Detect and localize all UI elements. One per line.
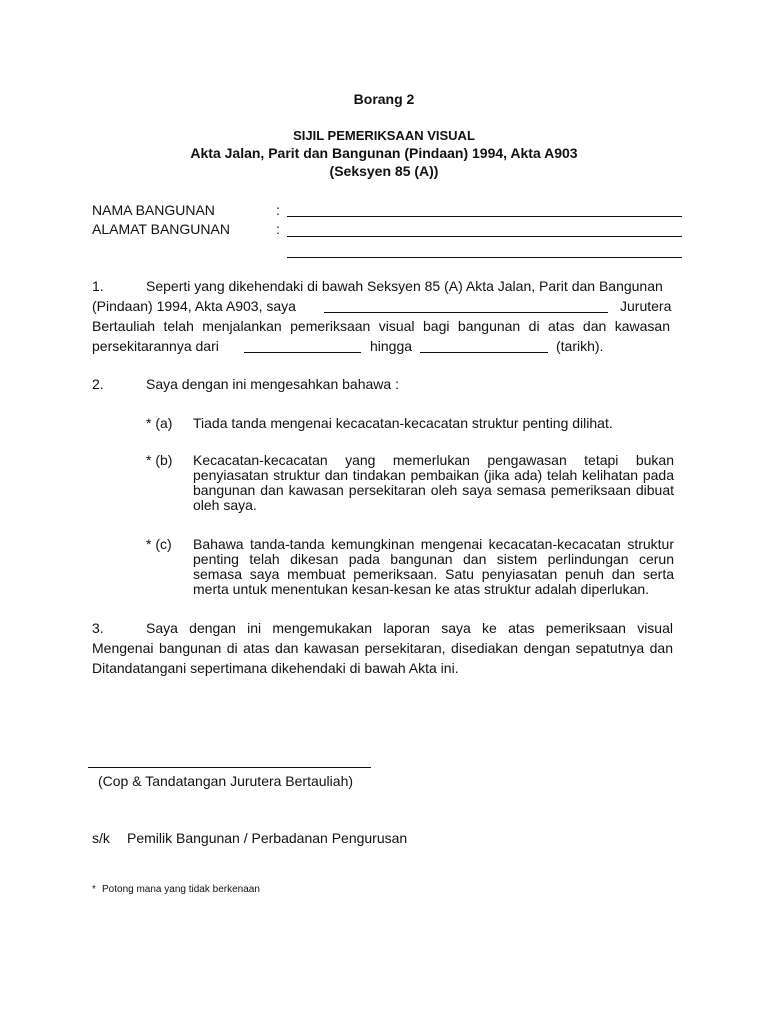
document-title: SIJIL PEMERIKSAAN VISUAL	[293, 128, 475, 143]
act-title: Akta Jalan, Parit dan Bangunan (Pindaan) 1994, Akta A903	[190, 145, 578, 161]
para1-line4-start: persekitarannya dari	[92, 338, 219, 354]
building-address-line-1[interactable]	[287, 236, 682, 237]
item-b-line2: penyiasatan struktur dan tindakan pembaikan (jika ada) telah kelihatan pada	[193, 467, 674, 483]
copy-to-prefix: s/k	[92, 830, 110, 846]
para1-line2-start: (Pindaan) 1994, Akta A903, saya	[92, 298, 296, 314]
item-b-line3: bangunan dan kawasan persekitaran oleh saya semasa pemeriksaan dibuat	[193, 482, 674, 498]
para1-number: 1.	[92, 278, 104, 294]
form-number: Borang 2	[353, 91, 415, 107]
para2-number: 2.	[92, 376, 104, 392]
item-c-line1: Bahawa tanda-tanda kemungkinan mengenai kecacatan-kecacatan struktur	[193, 536, 674, 552]
para1-line3: Bertauliah telah menjalankan pemeriksaan visual bagi bangunan di atas dan kawasan	[92, 318, 670, 334]
item-b-line4: oleh saya.	[193, 497, 257, 513]
date-to-line[interactable]	[420, 352, 548, 353]
item-a-line1: Tiada tanda mengenai kecacatan-kecacatan struktur penting dilihat.	[193, 415, 613, 431]
building-name-label: NAMA BANGUNAN	[92, 202, 215, 218]
item-c-line3: semasa saya membuat pemeriksaan. Satu penyiasatan penuh dan serta	[193, 566, 674, 582]
date-from-line[interactable]	[244, 352, 361, 353]
para1-line4-end: (tarikh).	[556, 338, 604, 354]
item-c-line4: merta untuk menentukan kesan-kesan ke atas struktur adalah diperlukan.	[193, 581, 650, 597]
para2-intro: Saya dengan ini mengesahkan bahawa :	[146, 376, 399, 392]
para3-line1: Saya dengan ini mengemukakan laporan saya ke atas pemeriksaan visual	[146, 620, 673, 636]
copy-to-recipient: Pemilik Bangunan / Perbadanan Pengurusan	[127, 830, 408, 846]
building-name-line[interactable]	[287, 216, 682, 217]
item-a-marker: * (a)	[146, 415, 173, 431]
item-b-line1: Kecacatan-kecacatan yang memerlukan pengawasan tetapi bukan	[193, 452, 674, 468]
signature-caption: (Cop & Tandatangan Jurutera Bertauliah)	[98, 773, 354, 789]
para1-line4-mid: hingga	[370, 338, 413, 354]
para1-line1: Seperti yang dikehendaki di bawah Seksyen 85 (A) Akta Jalan, Parit dan Bangunan	[146, 278, 663, 294]
item-b-marker: * (b)	[146, 452, 173, 468]
building-name-colon: :	[276, 202, 280, 218]
footnote-text: Potong mana yang tidak berkenaan	[102, 884, 260, 895]
building-address-colon: :	[276, 221, 280, 237]
signature-line[interactable]	[88, 767, 371, 768]
para3-line3: Ditandatangani sepertimana dikehendaki di bawah Akta ini.	[92, 660, 459, 676]
item-c-marker: * (c)	[146, 536, 172, 552]
para1-line2-end: Jurutera	[620, 298, 672, 314]
para3-line2: Mengenai bangunan di atas dan kawasan persekitaran, disediakan dengan sepatutnya dan	[92, 640, 673, 656]
building-address-line-2[interactable]	[287, 257, 682, 258]
item-c-line2: penting telah dikesan pada bangunan dan sistem perlindungan cerun	[193, 551, 674, 567]
engineer-name-line[interactable]	[324, 312, 608, 313]
building-address-label: ALAMAT BANGUNAN	[92, 221, 230, 237]
act-section: (Seksyen 85 (A))	[329, 163, 439, 179]
para3-number: 3.	[92, 620, 104, 636]
footnote-marker: *	[92, 884, 96, 895]
